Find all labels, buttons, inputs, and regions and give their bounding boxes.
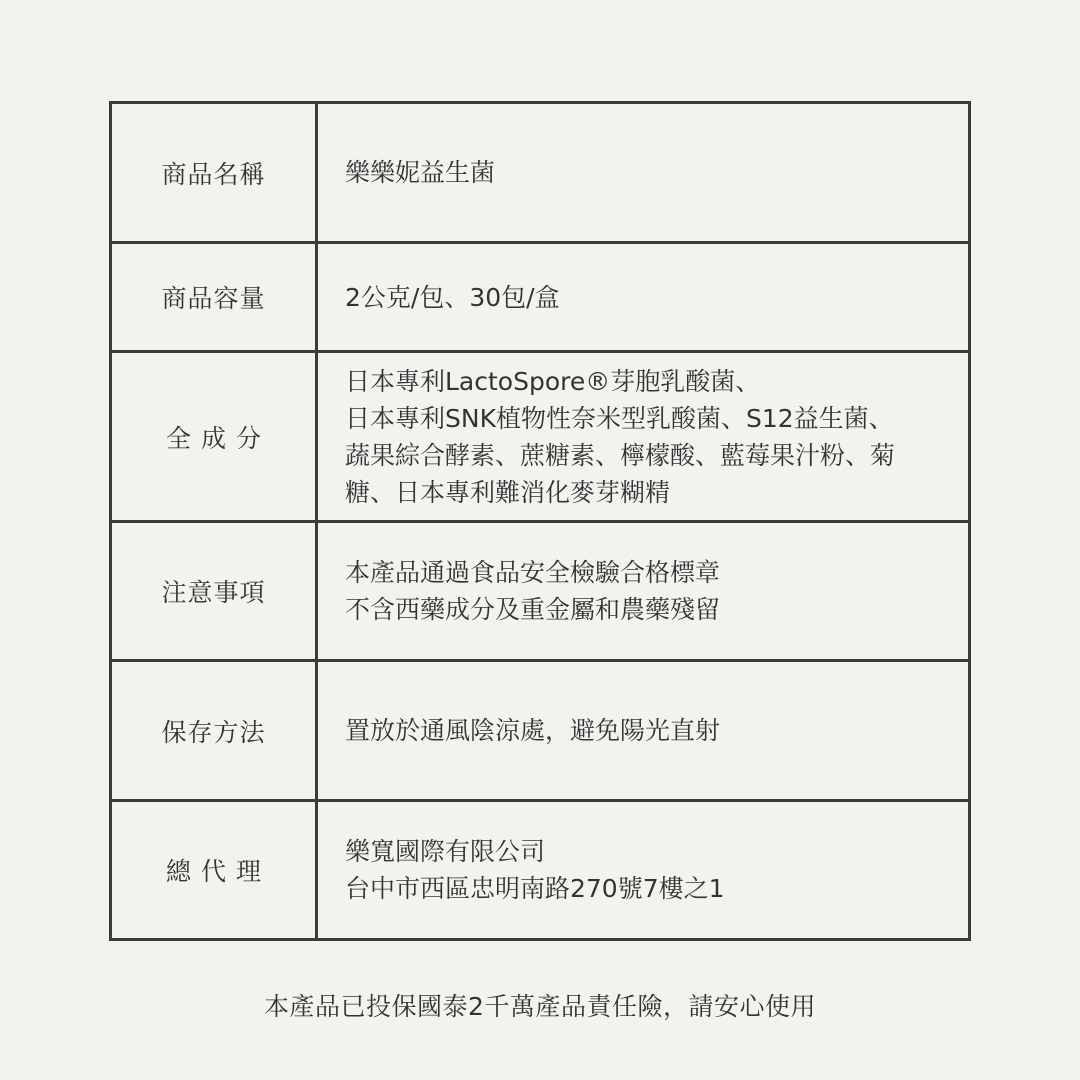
insurance-note: 本產品已投保國泰2千萬產品責任險，請安心使用 xyxy=(264,992,816,1021)
row-value xyxy=(317,243,970,352)
row-value xyxy=(317,352,970,522)
value-line: 台中市西區忠明南路270號7樓之1 xyxy=(345,874,725,903)
row-label: 保存方法 xyxy=(111,661,317,801)
table-row xyxy=(111,801,970,940)
row-label: 注意事項 xyxy=(111,522,317,661)
table-row xyxy=(111,243,970,352)
table-row xyxy=(111,661,970,801)
value-line: 置放於通風陰涼處，避免陽光直射 xyxy=(345,716,721,745)
table-row xyxy=(111,352,970,522)
row-value xyxy=(317,103,970,243)
row-label: 商品容量 xyxy=(111,243,317,352)
value-line: 樂樂妮益生菌 xyxy=(345,158,496,187)
table-row xyxy=(111,522,970,661)
row-value xyxy=(317,661,970,801)
row-label: 總代理 xyxy=(111,801,317,940)
table-row xyxy=(111,103,970,243)
row-value xyxy=(317,522,970,661)
row-label: 商品名稱 xyxy=(111,103,317,243)
value-line: 日本專利SNK植物性奈米型乳酸菌、S12益生菌、 xyxy=(345,403,894,433)
row-label: 全成分 xyxy=(111,352,317,522)
value-line: 不含西藥成分及重金屬和農藥殘留 xyxy=(345,595,721,624)
value-line: 2公克/包、30包/盒 xyxy=(345,282,560,312)
value-line: 日本專利LactoSpore®芽胞乳酸菌、 xyxy=(345,366,761,396)
row-value xyxy=(317,801,970,940)
product-spec-table xyxy=(109,101,971,941)
value-line: 糖、日本專利難消化麥芽糊精 xyxy=(345,477,671,507)
value-line: 本產品通過食品安全檢驗合格標章 xyxy=(345,558,721,587)
value-line: 樂寬國際有限公司 xyxy=(345,837,546,866)
value-line: 蔬果綜合酵素、蔗糖素、檸檬酸、藍莓果汁粉、菊 xyxy=(345,440,896,470)
